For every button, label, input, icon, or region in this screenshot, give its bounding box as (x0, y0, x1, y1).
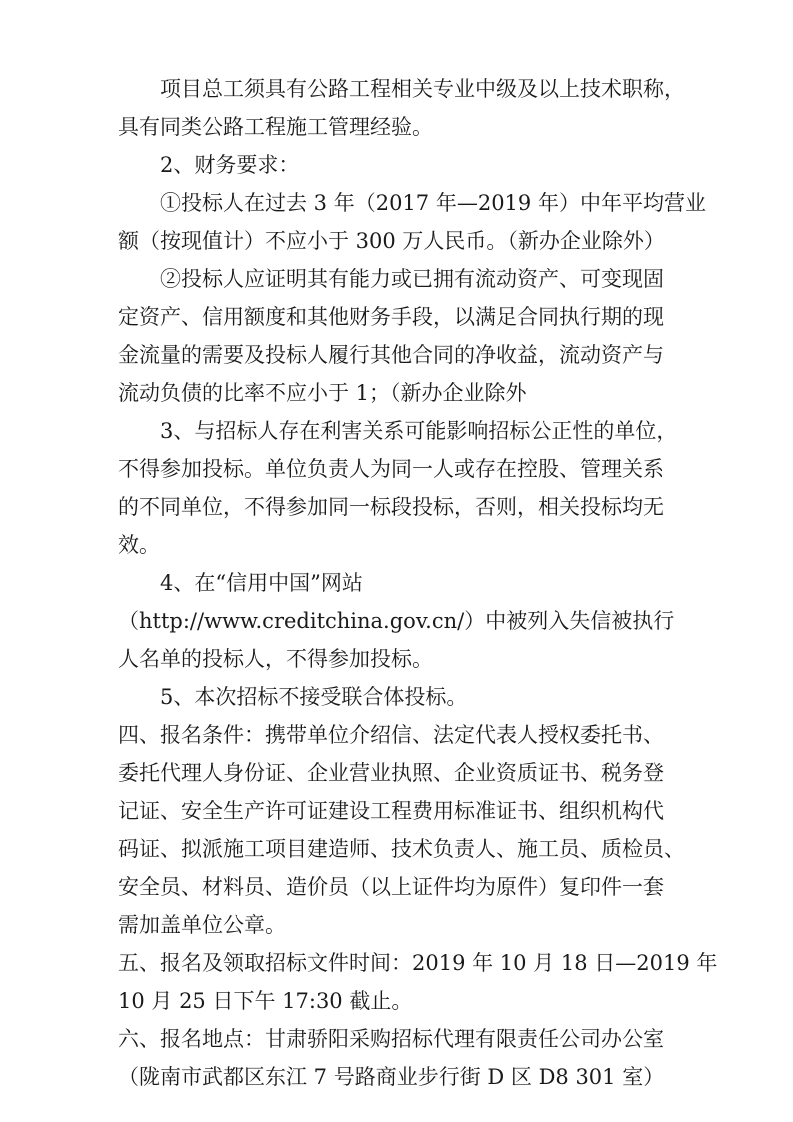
text-line: 效。 (118, 533, 160, 557)
text-line: （陇南市武都区东江 7 号路商业步行街 D 区 D8 301 室） (118, 1065, 665, 1089)
text-line: 人名单的投标人，不得参加投标。 (118, 647, 433, 671)
text-line: 流动负债的比率不应小于 1；（新办企业除外 (118, 381, 527, 405)
text-line: 4、在“信用中国”网站 (160, 571, 363, 595)
section-heading-five: 五、报名及领取招标文件时间：2019 年 10 月 18 日—2019 年 (118, 951, 718, 975)
text-line: 3、与招标人存在利害关系可能影响招标公正性的单位， (160, 419, 678, 443)
text-line: 的不同单位，不得参加同一标段投标，否则，相关投标均无 (118, 495, 664, 519)
text-line: 2、财务要求： (160, 153, 300, 177)
text-line: 定资产、信用额度和其他财务手段，以满足合同执行期的现 (118, 305, 664, 329)
text-line: 码证、拟派施工项目建造师、技术负责人、施工员、质检员、 (118, 837, 685, 861)
text-line: 额（按现值计）不应小于 300 万人民币。（新办企业除外） (118, 229, 665, 253)
text-line: 5、本次招标不接受联合体投标。 (160, 685, 468, 709)
text-line: 记证、安全生产许可证建设工程费用标准证书、组织机构代 (118, 799, 664, 823)
url-line: （http://www.creditchina.gov.cn/）中被列入失信被执行 (118, 609, 675, 633)
text-line: 项目总工须具有公路工程相关专业中级及以上技术职称， (160, 77, 685, 101)
text-line: 安全员、材料员、造价员（以上证件均为原件）复印件一套 (118, 875, 664, 899)
section-heading-four: 四、报名条件：携带单位介绍信、法定代表人授权委托书、 (118, 723, 664, 747)
text-line: 金流量的需要及投标人履行其他合同的净收益，流动资产与 (118, 343, 664, 367)
text-line: 不得参加投标。单位负责人为同一人或存在控股、管理关系 (118, 457, 664, 481)
text-line: ②投标人应证明其有能力或已拥有流动资产、可变现固 (160, 267, 664, 291)
text-line: 具有同类公路工程施工管理经验。 (118, 115, 433, 139)
text-line: 委托代理人身份证、企业营业执照、企业资质证书、税务登 (118, 761, 664, 785)
text-line: ①投标人在过去 3 年（2017 年—2019 年）中年平均营业 (160, 191, 706, 215)
section-heading-six: 六、报名地点：甘肃骄阳采购招标代理有限责任公司办公室 (118, 1027, 664, 1051)
text-line: 10 月 25 日下午 17:30 截止。 (118, 989, 413, 1013)
text-line: 需加盖单位公章。 (118, 913, 286, 937)
